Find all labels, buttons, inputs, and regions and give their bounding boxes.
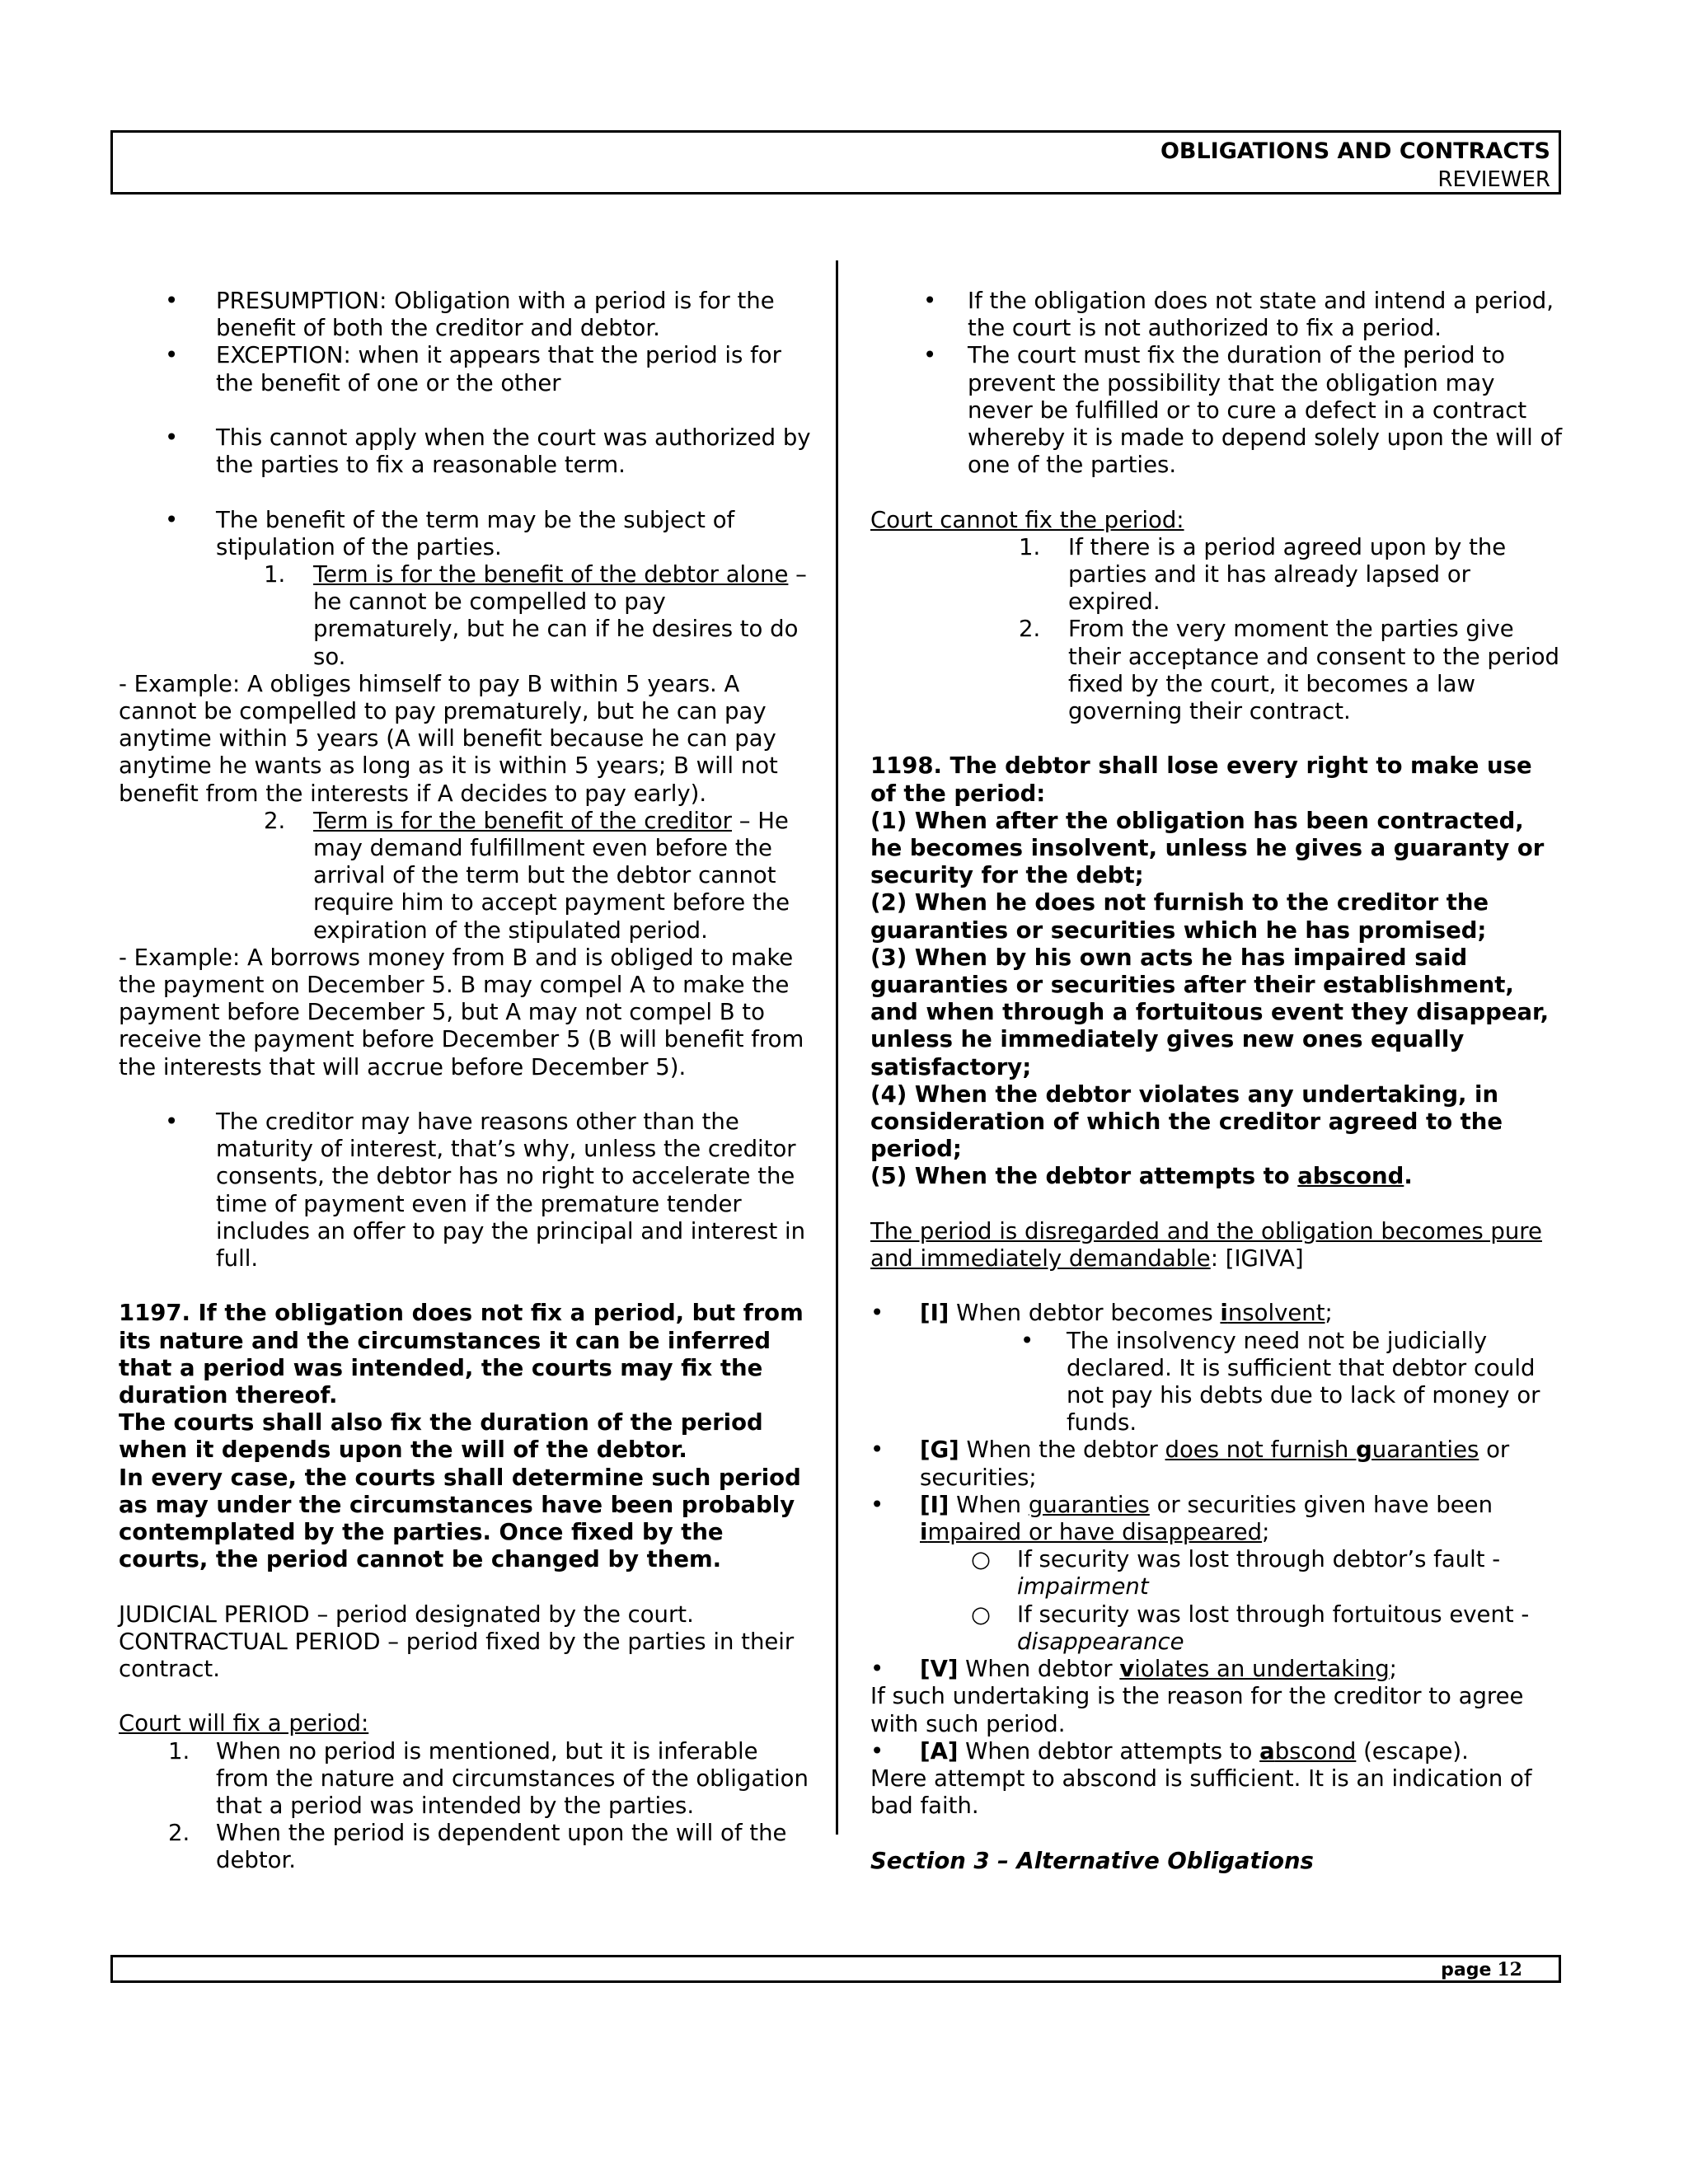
item-number: 2. — [1019, 616, 1041, 643]
article-1197-para2: The courts shall also fix the duration of the period when it depends upon the will of the debtor. — [119, 1409, 763, 1464]
article-1197-para3: In every case, the courts shall determine such period as may under the circumstances have been probably contemplated by the parties. Once fixed by the courts, the period cannot be changed by them. — [119, 1464, 801, 1573]
court-must-fix-bullet: • The court must fix the duration of the period to prevent the possibility that the obligation may never be fulfilled or to cure a defect in a contract whereby it is made to depend solely upon the will of one of the parties. — [870, 342, 1563, 479]
court-will-item — [119, 1820, 811, 1874]
item-number: 1. — [264, 561, 286, 588]
header-box — [110, 130, 1561, 194]
item-title: Term is for the benefit of the creditor — [313, 807, 732, 834]
insolvent-bullet: • [I] When debtor becomes insolvent; — [870, 1300, 1563, 1327]
article-1198-item-2: (2) When he does not furnish to the creditor the guaranties or securities which he has promised; — [870, 889, 1489, 944]
creditor-benefit-item — [119, 808, 811, 944]
item-number: 2. — [264, 807, 286, 834]
no-period-bullet: • If the obligation does not state and intend a period, the court is not authorized to fix a period. — [870, 288, 1563, 342]
article-1198: 1198. The debtor shall lose every right to make use of the period: — [870, 752, 1532, 807]
court-cannot-item — [870, 534, 1563, 616]
item-text: From the very moment the parties give their acceptance and consent to the period fixed by the court, it becomes a law governing their contract. — [1068, 616, 1560, 725]
article-1197: 1197. If the obligation does not fix a period, but from its nature and the circumstances it can be inferred that a period was intended, the courts may fix the duration thereof. — [119, 1300, 804, 1409]
violates-note: If such undertaking is the reason for the creditor to agree with such period. — [870, 1683, 1524, 1737]
article-1198-item-1: (1) When after the obligation has been contracted, he becomes insolvent, unless he gives a guaranty or security for the debt; — [870, 807, 1545, 889]
header-subtitle: REVIEWER — [1437, 167, 1550, 192]
item-title: Term is for the benefit of the debtor alone — [313, 561, 789, 588]
court-will-item — [119, 1738, 811, 1821]
header-title: OBLIGATIONS AND CONTRACTS — [1160, 138, 1550, 164]
article-1198-item-3: (3) When by his own acts he has impaired said guaranties or securities after their establishment, and when through a fortuitous event they disappear, unless he immediately gives new ones equally satisfactory; — [870, 944, 1550, 1080]
debtor-benefit-item — [119, 561, 811, 671]
guaranties-bullet: • [G] When the debtor does not furnish guaranties or securities; — [870, 1436, 1563, 1491]
section-heading: Section 3 – Alternative Obligations — [870, 1847, 1314, 1874]
article-1198-item-5: (5) When the debtor attempts to abscond. — [870, 1163, 1413, 1190]
insolvency-note: • The insolvency need not be judicially declared. It is sufficient that debtor could not pay his debts due to lack of money or funds. — [870, 1328, 1563, 1437]
example-debtor: - Example: A obliges himself to pay B within 5 years. A cannot be compelled to pay prematurely, but he can pay anytime within 5 years (A will benefit because he can pay anytime he wants as long as it is within 5 years; B will not benefit from the interests if A decides to pay early). — [119, 670, 778, 807]
exception-bullet: • EXCEPTION: when it appears that the period is for the benefit of one or the other — [119, 342, 811, 396]
item-text: When the period is dependent upon the will of the debtor. — [216, 1820, 787, 1874]
impairment-subitem: ○ If security was lost through debtor’s fault - impairment — [870, 1546, 1563, 1601]
disappearance-subitem: ○ If security was lost through fortuitous event - disappearance — [870, 1601, 1563, 1656]
contractual-period: CONTRACTUAL PERIOD – period fixed by the parties in their contract. — [119, 1628, 795, 1683]
presumption-bullet: • PRESUMPTION: Obligation with a period is for the benefit of both the creditor and debtor. — [119, 288, 811, 342]
example-creditor: - Example: A borrows money from B and is obliged to make the payment on December 5. B may compel A to make the payment before December 5, but A may not compel B to receive the payment before December 5 (B will benefit from the interests that will accrue before December 5). — [119, 944, 804, 1080]
court-authorized-bullet: • This cannot apply when the court was authorized by the parties to fix a reasonable term. — [119, 424, 811, 479]
left-column — [119, 288, 811, 1875]
violates-bullet: • [V] When debtor violates an undertaking; — [870, 1656, 1563, 1683]
column-divider — [836, 260, 838, 1835]
item-number: 1. — [168, 1737, 190, 1765]
item-text: – he cannot be compelled to pay prematurely, but he can if he desires to do so. — [313, 561, 807, 670]
item-number: 1. — [1019, 533, 1041, 560]
footer-box — [110, 1955, 1561, 1983]
judicial-period: JUDICIAL PERIOD – period designated by the court. — [119, 1601, 694, 1628]
impaired-bullet: • [I] When guaranties or securities given have been impaired or have disappeared; — [870, 1492, 1563, 1546]
court-cannot-item — [870, 616, 1563, 725]
right-column — [870, 288, 1563, 1875]
abscond-bullet: • [A] When debtor attempts to abscond (escape). — [870, 1738, 1563, 1765]
court-will-fix-heading: Court will fix a period: — [119, 1710, 369, 1737]
page-number: page 12 — [1441, 1959, 1522, 1980]
item-number: 2. — [168, 1820, 190, 1847]
abscond-note: Mere attempt to abscond is sufficient. It is an indication of bad faith. — [870, 1765, 1532, 1820]
benefit-term-bullet: • The benefit of the term may be the subject of stipulation of the parties. — [119, 507, 811, 561]
court-cannot-fix-heading: Court cannot fix the period: — [870, 506, 1184, 533]
article-1198-item-4: (4) When the debtor violates any undertaking, in consideration of which the creditor agreed to the period; — [870, 1080, 1503, 1163]
creditor-reasons-bullet: • The creditor may have reasons other than the maturity of interest, that’s why, unless the creditor consents, the debtor has no right to accelerate the time of payment even if the premature tender includes an offer to pay the principal and interest in full. — [119, 1108, 811, 1272]
item-text: When no period is mentioned, but it is inferable from the nature and circumstances of the obligation that a period was intended by the parties. — [216, 1737, 809, 1820]
item-text: If there is a period agreed upon by the parties and it has already lapsed or expired. — [1068, 533, 1507, 616]
disregarded-heading: The period is disregarded and the obligation becomes pure and immediately demandable: [IGIVA] — [870, 1217, 1542, 1272]
item-text: – He may demand fulfillment even before the arrival of the term but the debtor cannot require him to accept payment before the expiration of the stipulated period. — [313, 807, 790, 944]
